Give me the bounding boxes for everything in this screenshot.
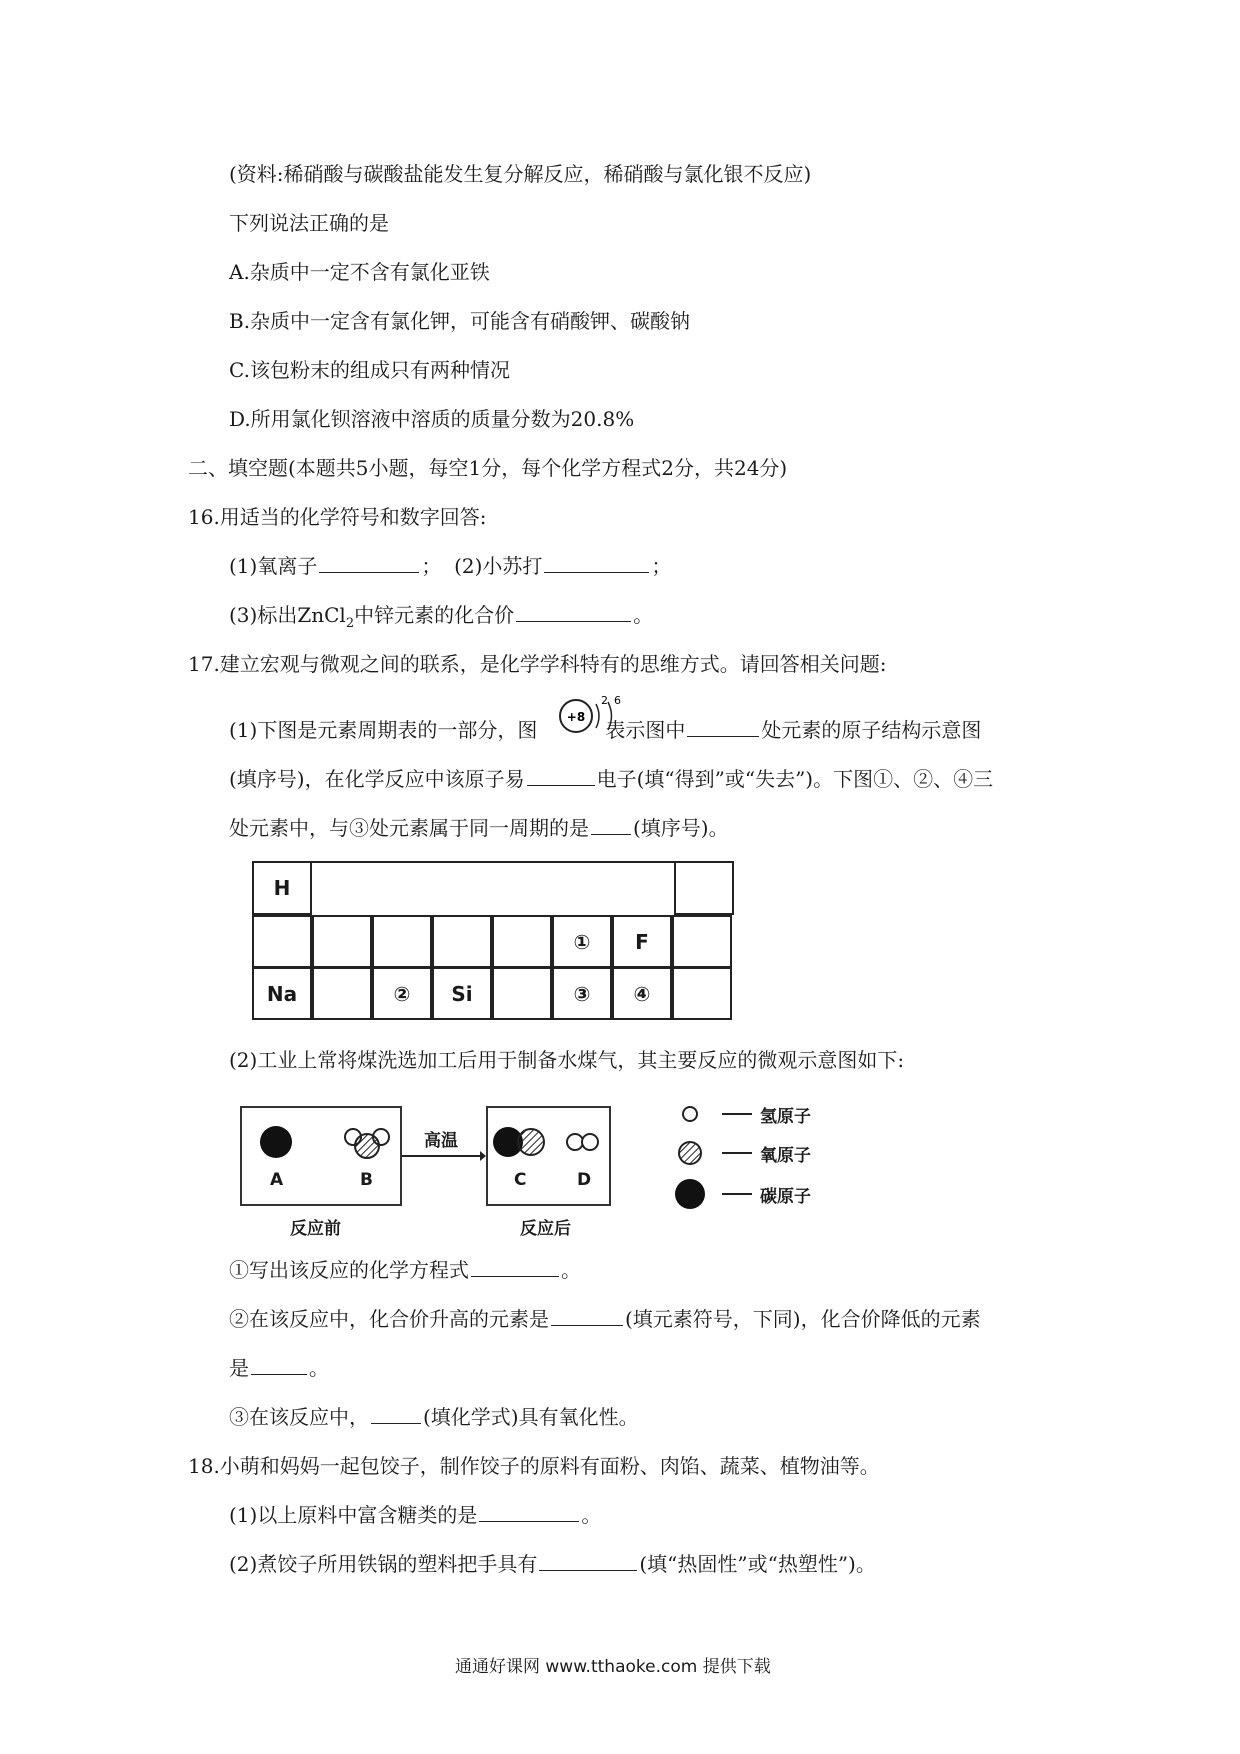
q16-p3-text: 中锌元素的化合价 [354,603,515,627]
legend-dash [722,1113,752,1115]
oxygen-atom [518,1129,544,1155]
pt-cell [432,915,492,968]
caption-before: 反应前 [290,1219,341,1239]
option-b: B.杂质中一定含有氯化钾，可能含有硝酸钾、碳酸钠 [229,309,691,333]
q18-p2a: (2)煮饺子所用铁锅的塑料把手具有 [229,1552,538,1576]
shell-1-electrons: 2 [601,694,608,707]
atom-structure-diagram [556,690,626,740]
q17-p1g: (填序号)。 [633,816,729,840]
q17-s2b: (填元素符号，下同)，化合价降低的元素 [625,1307,981,1331]
legend-oxygen: 氧原子 [760,1146,811,1166]
q17-s2d: 。 [309,1356,329,1380]
pt-cell [492,967,552,1020]
answer-blank[interactable] [371,1403,421,1424]
q17-s1b: 。 [561,1258,581,1282]
label-c: C [514,1170,527,1190]
pt-cell [252,915,312,968]
q17-s3b: (填化学式)具有氧化性。 [423,1405,639,1429]
shell-2-electrons: 6 [614,694,621,707]
pt-cell [312,915,372,968]
q16-part3 [229,601,653,638]
q17-p1f: 处元素中，与③处元素属于同一周期的是 [229,816,589,840]
q17-p1b: 表示图中 [605,718,686,742]
q17-s3a: ③在该反应中， [229,1405,369,1429]
pt-top-border [312,861,674,863]
q18-p1a: (1)以上原料中富含糖类的是 [229,1503,478,1527]
answer-blank[interactable] [687,716,759,737]
q16-p3-end: 。 [633,603,654,627]
answer-blank[interactable] [251,1354,307,1375]
q17-p1-line2 [229,765,993,793]
pt-cell: Si [432,967,492,1020]
pt-cell-h: H [252,861,312,915]
caption-after: 反应后 [520,1219,571,1239]
label-a: A [270,1170,284,1190]
oxygen-legend-icon [679,1142,701,1164]
footer-text: 通通好课网 www.tthaoke.com 提供下载 [455,1657,771,1677]
before-molecules [240,1106,402,1206]
q16-p3-label: (3)标出ZnCl [229,603,346,627]
q17-stem: 17.建立宏观与微观之间的联系，是化学学科特有的思维方式。请回答相关问题: [188,652,887,676]
pt-cell: ③ [552,967,612,1020]
pt-cell [672,915,732,968]
option-a: A.杂质中一定不含有氯化亚铁 [229,260,490,284]
section-title: 二、填空题(本题共5小题，每空1分，每个化学方程式2分，共24分) [188,456,788,480]
q17-s2-cont [229,1354,329,1382]
answer-blank[interactable] [544,552,649,573]
option-c: C.该包粉末的组成只有两种情况 [229,358,510,382]
q16-p2-label: (2)小苏打 [454,554,543,578]
pt-cell: Na [252,967,312,1020]
q18-p1 [229,1501,601,1529]
q17-s1a: ①写出该反应的化学方程式 [229,1258,469,1282]
label-d: D [577,1170,592,1190]
label-b: B [360,1170,373,1190]
q17-s2c: 是 [229,1356,249,1380]
answer-blank[interactable] [479,1501,579,1522]
q17-s2 [229,1305,981,1333]
nucleus-charge: +8 [566,710,586,724]
q18-p2 [229,1550,876,1578]
pt-cell [492,915,552,968]
hydrogen-atom [567,1134,583,1150]
pt-cell [672,967,732,1020]
legend-dash [722,1193,752,1195]
option-d: D.所用氯化钡溶液中溶质的质量分数为20.8% [229,407,635,431]
oxygen-atom [355,1134,379,1158]
q17-s2a: ②在该反应中，化合价升高的元素是 [229,1307,549,1331]
answer-blank[interactable] [319,552,419,573]
pt-cell: F [612,915,672,968]
answer-blank[interactable] [516,601,631,622]
pt-cell: ④ [612,967,672,1020]
answer-blank[interactable] [527,765,595,786]
answer-blank[interactable] [539,1550,637,1571]
q17-s1 [229,1256,581,1284]
q18-p2b: (填“热固性”或“热塑性”)。 [639,1552,876,1576]
q18-stem: 18.小萌和妈妈一起包饺子，制作饺子的原料有面粉、肉馅、蔬菜、植物油等。 [188,1454,880,1478]
hydrogen-atom [582,1134,598,1150]
answer-blank[interactable] [471,1256,559,1277]
q17-s3 [229,1403,639,1431]
q18-p1b: 。 [581,1503,602,1527]
arrow-label: 高温 [424,1131,458,1151]
legend-symbols [670,1098,720,1218]
pt-cell [372,915,432,968]
q17-p1a: (1)下图是元素周期表的一部分，图 [229,718,538,742]
resource-note: (资料:稀硝酸与碳酸盐能发生复分解反应，稀硝酸与氯化银不反应) [229,162,812,186]
hydrogen-legend-icon [683,1107,697,1121]
pt-cell: ② [372,967,432,1020]
q16-p2-sep: ； [651,554,672,578]
subscript: 2 [345,616,355,631]
after-molecules [486,1106,611,1206]
legend-dash [722,1152,752,1154]
question-prompt: 下列说法正确的是 [229,211,389,235]
legend-hydrogen: 氢原子 [760,1107,811,1127]
q16-p1-sep: ； [421,554,442,578]
carbon-atom [260,1126,292,1158]
legend-carbon: 碳原子 [760,1187,811,1207]
q17-p2: (2)工业上常将煤洗选加工后用于制备水煤气，其主要反应的微观示意图如下: [229,1048,905,1072]
q17-p1c: 处元素的原子结构示意图 [761,718,982,742]
q16-p1-label: (1)氧离子 [229,554,318,578]
pt-cell [312,967,372,1020]
pt-cell: ① [552,915,612,968]
q16-part1 [229,552,671,580]
pt-cell-empty [674,861,734,915]
q16-stem: 16.用适当的化学符号和数字回答: [188,505,487,529]
answer-blank[interactable] [591,814,631,835]
carbon-legend-icon [675,1179,705,1209]
q17-p1e: 电子(填“得到”或“失去”)。下图①、②、④三 [596,767,994,791]
q17-p1d: (填序号)，在化学反应中该原子易 [229,767,525,791]
q17-p1-line3 [229,814,729,842]
answer-blank[interactable] [551,1305,623,1326]
